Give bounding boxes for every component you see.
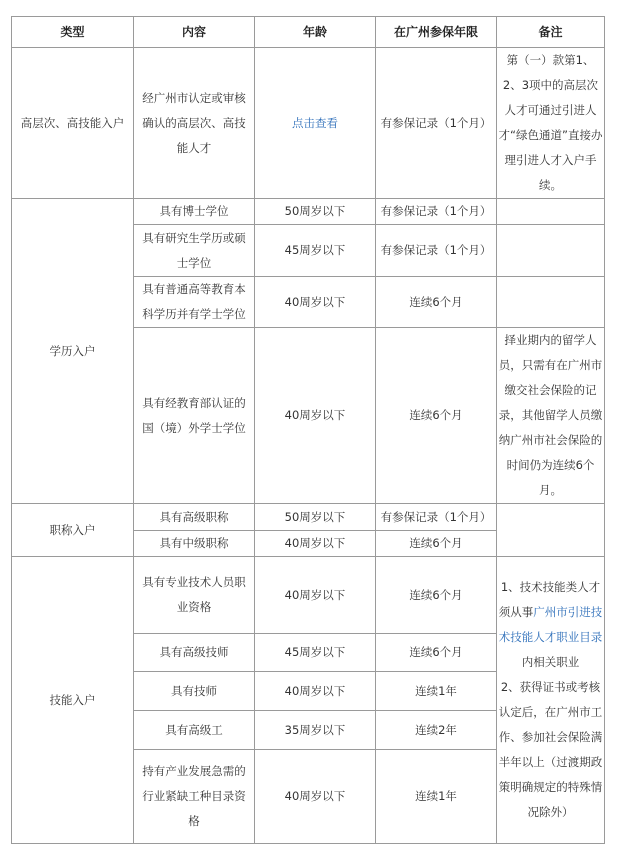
remark-cell: 择业期内的留学人员，只需有在广州市缴交社会保险的记录，其他留学人员缴纳广州市社会保险的时间仍为连续6个月。 — [497, 328, 605, 504]
content-cell: 具有高级技师 — [134, 634, 255, 672]
age-cell: 40周岁以下 — [255, 557, 376, 634]
age-cell: 45周岁以下 — [255, 634, 376, 672]
remark-cell: 1、技术技能类人才须从事广州市引进技术技能人才职业目录内相关职业 2、获得证书或考核认定后，在广州市工作、参加社会保险满半年以上（过渡期政策明确规定的特殊情况除外） — [497, 557, 605, 844]
age-cell: 45周岁以下 — [255, 225, 376, 277]
header-type: 类型 — [12, 17, 134, 48]
years-cell: 有参保记录（1个月） — [376, 225, 497, 277]
remark-cell — [497, 199, 605, 225]
content-cell: 具有普通高等教育本科学历并有学士学位 — [134, 277, 255, 328]
table-row — [12, 557, 605, 634]
header-age: 年龄 — [255, 17, 376, 48]
age-cell: 40周岁以下 — [255, 672, 376, 711]
years-cell: 连续6个月 — [376, 277, 497, 328]
age-cell: 35周岁以下 — [255, 711, 376, 750]
age-cell: 50周岁以下 — [255, 504, 376, 531]
content-cell: 具有中级职称 — [134, 531, 255, 557]
content-cell: 具有高级职称 — [134, 504, 255, 531]
header-years: 在广州参保年限 — [376, 17, 497, 48]
table-row — [12, 504, 605, 531]
years-cell: 连续6个月 — [376, 328, 497, 504]
content-cell: 具有专业技术人员职业资格 — [134, 557, 255, 634]
years-cell: 有参保记录（1个月） — [376, 504, 497, 531]
header-row — [12, 17, 605, 48]
type-cell: 技能入户 — [12, 557, 134, 844]
years-cell: 连续1年 — [376, 750, 497, 844]
years-cell: 连续6个月 — [376, 557, 497, 634]
occupation-catalog-link[interactable]: 广州市引进技术技能人才职业目录 — [498, 605, 603, 644]
view-link[interactable]: 点击查看 — [292, 115, 338, 130]
remark-cell: 第（一）款第1、2、3项中的高层次人才可通过引进人才“绿色通道”直接办理引进人才入户手续。 — [497, 48, 605, 199]
content-cell: 持有产业发展急需的行业紧缺工种目录资格 — [134, 750, 255, 844]
years-cell: 连续2年 — [376, 711, 497, 750]
type-cell: 职称入户 — [12, 504, 134, 557]
age-cell: 40周岁以下 — [255, 328, 376, 504]
remark-cell — [497, 504, 605, 557]
content-cell: 具有研究生学历或硕士学位 — [134, 225, 255, 277]
age-cell: 40周岁以下 — [255, 531, 376, 557]
age-cell: 40周岁以下 — [255, 750, 376, 844]
years-cell: 有参保记录（1个月） — [376, 199, 497, 225]
years-cell: 有参保记录（1个月） — [376, 48, 497, 199]
remark-cell — [497, 277, 605, 328]
header-content: 内容 — [134, 17, 255, 48]
age-cell: 40周岁以下 — [255, 277, 376, 328]
household-registration-table — [11, 16, 605, 844]
content-cell: 具有经教育部认证的国（境）外学士学位 — [134, 328, 255, 504]
table-row — [12, 48, 605, 199]
type-cell: 高层次、高技能入户 — [12, 48, 134, 199]
content-cell: 具有高级工 — [134, 711, 255, 750]
years-cell: 连续6个月 — [376, 634, 497, 672]
content-cell: 具有技师 — [134, 672, 255, 711]
remark-cell — [497, 225, 605, 277]
type-cell: 学历入户 — [12, 199, 134, 504]
years-cell: 连续1年 — [376, 672, 497, 711]
content-cell: 具有博士学位 — [134, 199, 255, 225]
age-cell: 50周岁以下 — [255, 199, 376, 225]
years-cell: 连续6个月 — [376, 531, 497, 557]
header-remark: 备注 — [497, 17, 605, 48]
content-cell: 经广州市认定或审核确认的高层次、高技能人才 — [134, 48, 255, 199]
table-row — [12, 199, 605, 225]
